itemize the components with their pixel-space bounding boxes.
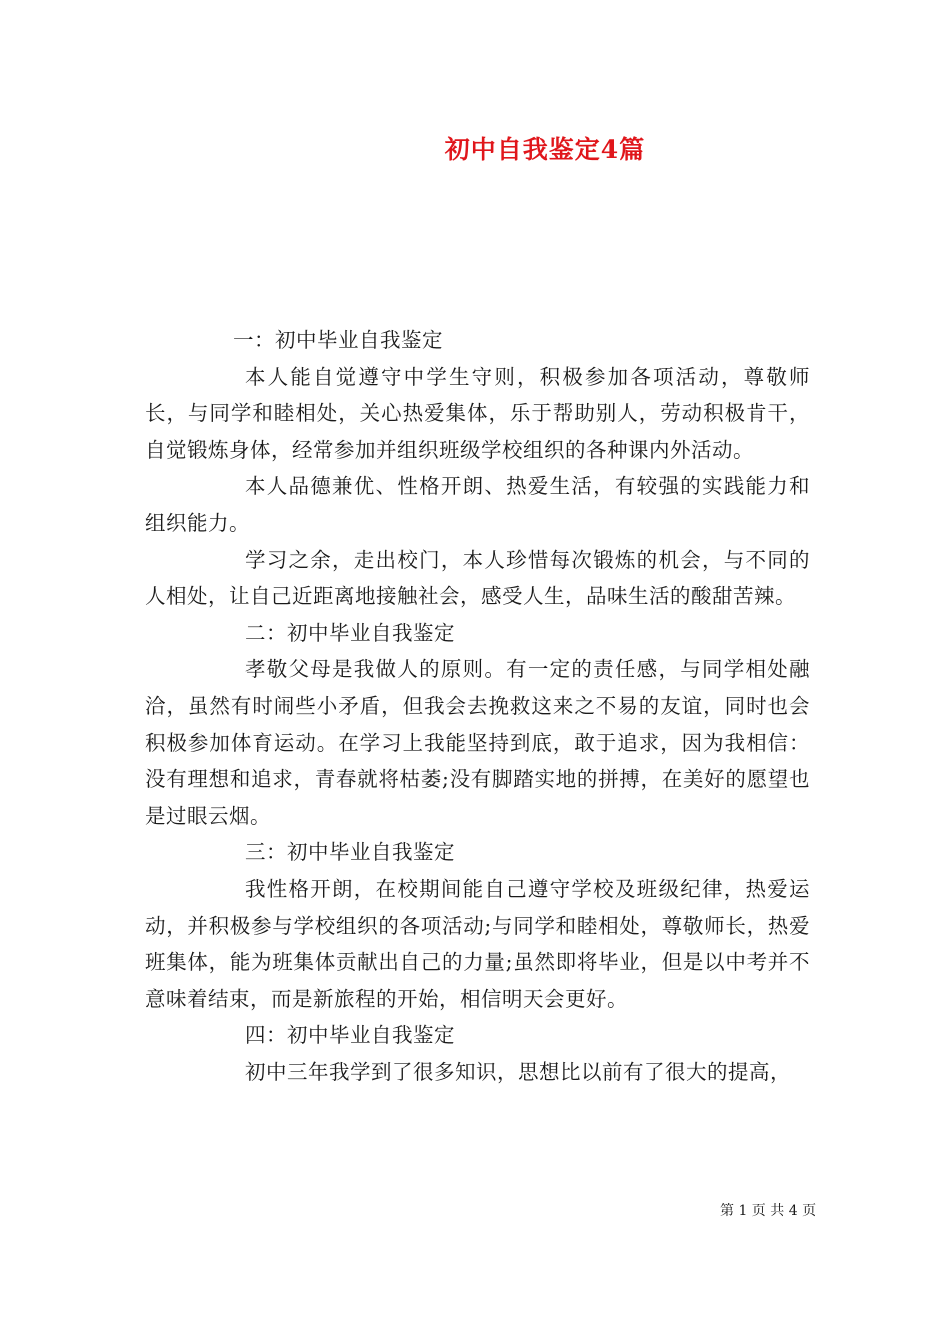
section-heading-2: 二：初中毕业自我鉴定 <box>245 620 455 645</box>
body-paragraph: 孝敬父母是我做人的原则。有一定的责任感，与同学相处融洽，虽然有时闹些小矛盾，但我会去挽救这来之不易的友谊，同时也会积极参加体育运动。在学习上我能坚持到底，敢于追求，因为我相信：没有理想和追求，青春就将枯萎;没有脚踏实地的拼搏，在美好的愿望也是过眼云烟。 <box>145 657 810 828</box>
page-title: 初中自我鉴定4篇 <box>444 135 646 164</box>
body-paragraph: 学习之余，走出校门，本人珍惜每次锻炼的机会，与不同的人相处，让自己近距离地接触社会，感受人生，品味生活的酸甜苦辣。 <box>145 547 810 609</box>
document-body <box>145 322 810 1090</box>
body-paragraph: 本人品德兼优、性格开朗、热爱生活，有较强的实践能力和组织能力。 <box>145 474 810 535</box>
section-heading-4: 四：初中毕业自我鉴定 <box>245 1023 455 1048</box>
body-paragraph: 本人能自觉遵守中学生守则，积极参加各项活动，尊敬师长，与同学和睦相处，关心热爱集体，乐于帮助别人，劳动积极肯干，自觉锻炼身体，经常参加并组织班级学校组织的各种课内外活动。 <box>145 364 810 462</box>
body-paragraph: 我性格开朗，在校期间能自己遵守学校及班级纪律，热爱运动，并积极参与学校组织的各项活动;与同学和睦相处，尊敬师长，热爱班集体，能为班集体贡献出自己的力量;虽然即将毕业，但是以中考并不意味着结束，而是新旅程的开始，相信明天会更好。 <box>145 876 810 1011</box>
section-heading-3: 三：初中毕业自我鉴定 <box>245 840 455 865</box>
body-paragraph: 初中三年我学到了很多知识，思想比以前有了很大的提高， <box>245 1059 791 1084</box>
page-number: 第 1 页 共 4 页 <box>720 1203 817 1219</box>
section-heading-1: 一：初中毕业自我鉴定 <box>233 328 443 352</box>
